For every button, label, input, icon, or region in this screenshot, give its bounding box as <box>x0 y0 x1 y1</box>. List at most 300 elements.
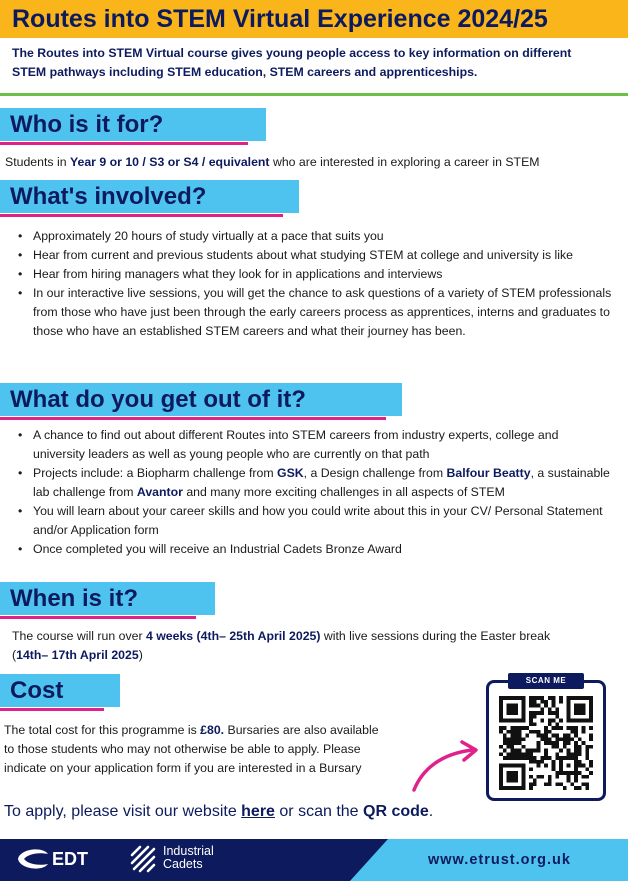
qr-module <box>578 745 582 749</box>
qr-module <box>510 741 514 745</box>
section-heading-cost <box>0 674 120 707</box>
qr-module <box>548 719 552 723</box>
qr-module <box>585 756 589 760</box>
qr-module <box>510 734 514 738</box>
qr-module <box>518 786 522 790</box>
qr-module <box>540 737 544 741</box>
qr-module <box>529 704 533 708</box>
qr-module <box>522 786 526 790</box>
qr-module <box>582 782 586 786</box>
qr-module <box>567 764 571 768</box>
qr-module <box>567 741 571 745</box>
qr-module <box>574 696 578 700</box>
outcomes-heading-text: What do you get out of it? <box>10 386 306 413</box>
qr-module <box>518 719 522 723</box>
qr-module <box>582 719 586 723</box>
arrow-icon <box>410 740 482 792</box>
qr-module <box>589 696 593 700</box>
qr-module <box>548 696 552 700</box>
qr-module <box>507 737 511 741</box>
qr-module <box>503 726 507 730</box>
qr-module <box>503 756 507 760</box>
website-url[interactable]: www.etrust.org.uk <box>428 852 571 868</box>
qr-module <box>574 704 578 708</box>
qr-module <box>510 719 514 723</box>
qr-module <box>514 711 518 715</box>
qr-module <box>518 734 522 738</box>
qr-module <box>574 756 578 760</box>
qr-code-icon[interactable] <box>499 696 593 790</box>
qr-module <box>574 745 578 749</box>
qr-module <box>552 711 556 715</box>
qr-module <box>567 737 571 741</box>
qr-module <box>548 775 552 779</box>
qr-module <box>540 719 544 723</box>
qr-module <box>567 715 571 719</box>
qr-module <box>507 707 511 711</box>
qr-module <box>529 722 533 726</box>
qr-module <box>578 707 582 711</box>
qr-module <box>499 707 503 711</box>
qr-module <box>559 756 563 760</box>
footer <box>0 839 628 881</box>
qr-module <box>514 764 518 768</box>
qr-module <box>525 734 529 738</box>
qr-module <box>570 726 574 730</box>
qr-module <box>563 756 567 760</box>
qr-module <box>552 741 556 745</box>
list-item: • A chance to find out about different Routes into STEM careers from industry experts, college and university leaders as well as young people who are currently on that path <box>0 426 612 464</box>
qr-module <box>533 779 537 783</box>
heading-underline <box>0 142 248 145</box>
qr-module <box>522 779 526 783</box>
qr-module <box>503 764 507 768</box>
qr-module <box>499 704 503 708</box>
qr-module <box>589 715 593 719</box>
qr-module <box>499 779 503 783</box>
qr-module <box>533 782 537 786</box>
qr-module <box>582 704 586 708</box>
qr-module <box>533 696 537 700</box>
qr-module <box>589 764 593 768</box>
apply-link[interactable]: here <box>241 803 275 820</box>
qr-module <box>555 771 559 775</box>
qr-module <box>574 726 578 730</box>
qr-module <box>555 726 559 730</box>
qr-module <box>507 771 511 775</box>
qr-module <box>582 764 586 768</box>
qr-module <box>544 752 548 756</box>
qr-module <box>507 764 511 768</box>
qr-module <box>499 786 503 790</box>
qr-module <box>529 715 533 719</box>
qr-module <box>585 752 589 756</box>
qr-module <box>582 730 586 734</box>
qr-module <box>529 749 533 753</box>
qr-module <box>567 749 571 753</box>
qr-module <box>540 696 544 700</box>
qr-module <box>503 749 507 753</box>
qr-module <box>514 726 518 730</box>
qr-module <box>563 734 567 738</box>
qr-module <box>567 726 571 730</box>
qr-module <box>578 737 582 741</box>
qr-module <box>510 696 514 700</box>
qr-module <box>537 775 541 779</box>
qr-module <box>510 756 514 760</box>
qr-module <box>582 741 586 745</box>
list-item: • Hear from hiring managers what they look for in applications and interviews <box>0 265 612 284</box>
qr-module <box>499 719 503 723</box>
qr-module <box>518 752 522 756</box>
qr-module <box>529 730 533 734</box>
qr-module <box>552 719 556 723</box>
qr-module <box>552 696 556 700</box>
qr-module <box>499 726 503 730</box>
list-item: • Once completed you will receive an Industrial Cadets Bronze Award <box>0 540 612 559</box>
qr-module <box>503 741 507 745</box>
qr-module <box>503 696 507 700</box>
qr-module <box>578 704 582 708</box>
qr-module <box>544 782 548 786</box>
qr-module <box>578 760 582 764</box>
qr-module <box>510 726 514 730</box>
qr-module <box>567 771 571 775</box>
heading-underline <box>0 417 386 420</box>
qr-module <box>514 752 518 756</box>
qr-module <box>582 775 586 779</box>
qr-module <box>574 760 578 764</box>
qr-module <box>533 730 537 734</box>
qr-module <box>559 764 563 768</box>
qr-module <box>533 749 537 753</box>
qr-module <box>514 719 518 723</box>
qr-module <box>503 734 507 738</box>
qr-module <box>555 782 559 786</box>
qr-module <box>559 737 563 741</box>
qr-module <box>544 749 548 753</box>
qr-module <box>548 756 552 760</box>
qr-module <box>518 741 522 745</box>
qr-module <box>552 764 556 768</box>
section-heading-who <box>0 108 266 141</box>
qr-module <box>567 756 571 760</box>
qr-module <box>567 700 571 704</box>
qr-module <box>529 756 533 760</box>
qr-module <box>567 775 571 779</box>
qr-module <box>522 715 526 719</box>
qr-module <box>544 726 548 730</box>
qr-module <box>533 700 537 704</box>
when-text: The course will run over 4 weeks (4th– 25th April 2025) with live sessions during the Easter break (14th– 17th April 2025) <box>12 629 551 662</box>
qr-module <box>544 764 548 768</box>
industrial-cadets-text: Industrial Cadets <box>163 844 214 871</box>
qr-module <box>555 741 559 745</box>
qr-module <box>585 767 589 771</box>
qr-module <box>507 696 511 700</box>
heading-underline <box>0 616 196 619</box>
qr-module <box>507 730 511 734</box>
qr-module <box>570 782 574 786</box>
qr-module <box>522 767 526 771</box>
qr-module <box>567 707 571 711</box>
qr-module <box>518 756 522 760</box>
qr-module <box>510 775 514 779</box>
qr-module <box>578 752 582 756</box>
qr-module <box>567 704 571 708</box>
qr-module <box>552 734 556 738</box>
qr-module <box>578 786 582 790</box>
qr-module <box>574 779 578 783</box>
qr-module <box>529 760 533 764</box>
qr-module <box>537 764 541 768</box>
qr-module <box>585 782 589 786</box>
list-item: • In our interactive live sessions, you will get the chance to ask questions of a variety of STEM professionals from those who have just been through the early careers process as apprentices, interns and graduates to those who have an established STEM careers and what their journey has been. <box>0 284 612 341</box>
outcomes-list <box>0 426 612 559</box>
qr-module <box>529 711 533 715</box>
qr-module <box>514 771 518 775</box>
qr-module <box>533 704 537 708</box>
qr-module <box>510 737 514 741</box>
qr-module <box>537 704 541 708</box>
qr-module <box>555 711 559 715</box>
qr-module <box>548 737 552 741</box>
qr-module <box>552 767 556 771</box>
qr-module <box>510 730 514 734</box>
qr-module <box>503 737 507 741</box>
involved-list <box>0 227 612 341</box>
qr-module <box>514 749 518 753</box>
qr-module <box>533 722 537 726</box>
qr-module <box>522 704 526 708</box>
qr-module <box>559 771 563 775</box>
qr-module <box>514 756 518 760</box>
qr-module <box>529 782 533 786</box>
qr-module <box>567 719 571 723</box>
qr-module <box>529 696 533 700</box>
qr-module <box>533 711 537 715</box>
qr-module <box>522 764 526 768</box>
cost-heading-text: Cost <box>10 677 64 704</box>
qr-module <box>525 726 529 730</box>
edt-logo-icon <box>16 846 50 872</box>
qr-module <box>514 779 518 783</box>
qr-module <box>510 711 514 715</box>
qr-module <box>499 752 503 756</box>
qr-module <box>510 779 514 783</box>
qr-module <box>589 719 593 723</box>
qr-module <box>563 786 567 790</box>
qr-module <box>585 775 589 779</box>
qr-module <box>537 749 541 753</box>
qr-module <box>589 737 593 741</box>
qr-module <box>510 704 514 708</box>
qr-module <box>555 737 559 741</box>
qr-module <box>499 711 503 715</box>
qr-module <box>589 745 593 749</box>
qr-module <box>537 745 541 749</box>
qr-module <box>540 700 544 704</box>
qr-module <box>559 782 563 786</box>
qr-module <box>570 696 574 700</box>
qr-module <box>548 730 552 734</box>
qr-module <box>525 752 529 756</box>
qr-module <box>529 752 533 756</box>
qr-module <box>499 771 503 775</box>
qr-module <box>548 711 552 715</box>
qr-module <box>567 752 571 756</box>
qr-module <box>555 722 559 726</box>
qr-module <box>544 756 548 760</box>
qr-module <box>585 749 589 753</box>
qr-module <box>563 771 567 775</box>
qr-module <box>578 749 582 753</box>
qr-module <box>507 786 511 790</box>
qr-module <box>574 764 578 768</box>
qr-module <box>518 764 522 768</box>
qr-module <box>518 749 522 753</box>
qr-module <box>514 786 518 790</box>
qr-module <box>522 756 526 760</box>
intro-text <box>0 40 628 96</box>
section-heading-involved <box>0 180 299 213</box>
qr-module <box>544 734 548 738</box>
qr-module <box>525 749 529 753</box>
intro-line-1: The Routes into STEM Virtual course gives young people access to key information on different <box>12 46 572 60</box>
qr-module <box>552 700 556 704</box>
qr-module <box>499 696 503 700</box>
qr-module <box>555 745 559 749</box>
qr-module <box>567 779 571 783</box>
qr-module <box>578 696 582 700</box>
qr-module <box>540 707 544 711</box>
qr-module <box>522 775 526 779</box>
qr-module <box>552 726 556 730</box>
qr-module <box>570 719 574 723</box>
who-heading-text: Who is it for? <box>10 111 164 138</box>
qr-module <box>529 786 533 790</box>
qr-module <box>589 771 593 775</box>
qr-module <box>503 719 507 723</box>
qr-module <box>522 700 526 704</box>
qr-module <box>578 764 582 768</box>
qr-module <box>499 764 503 768</box>
qr-module <box>544 730 548 734</box>
qr-module <box>529 700 533 704</box>
qr-module <box>507 711 511 715</box>
qr-module <box>537 734 541 738</box>
qr-module <box>514 704 518 708</box>
involved-heading-text: What's involved? <box>10 183 207 210</box>
qr-module <box>522 771 526 775</box>
when-heading-text: When is it? <box>10 585 138 612</box>
qr-module <box>522 719 526 723</box>
qr-module <box>522 711 526 715</box>
qr-module <box>574 749 578 753</box>
qr-module <box>522 696 526 700</box>
qr-module <box>555 707 559 711</box>
qr-module <box>514 707 518 711</box>
qr-module <box>529 767 533 771</box>
qr-module <box>507 756 511 760</box>
qr-module <box>563 741 567 745</box>
qr-module <box>559 700 563 704</box>
qr-module <box>574 775 578 779</box>
qr-module <box>570 756 574 760</box>
qr-module <box>589 760 593 764</box>
qr-module <box>518 730 522 734</box>
qr-module <box>582 711 586 715</box>
qr-module <box>548 782 552 786</box>
qr-module <box>574 752 578 756</box>
qr-module <box>544 700 548 704</box>
qr-module <box>570 771 574 775</box>
qr-module <box>510 752 514 756</box>
qr-module <box>514 741 518 745</box>
qr-code-frame[interactable] <box>486 680 606 801</box>
qr-module <box>582 707 586 711</box>
qr-module <box>533 756 537 760</box>
qr-module <box>567 711 571 715</box>
qr-module <box>555 756 559 760</box>
qr-module <box>507 704 511 708</box>
qr-module <box>589 711 593 715</box>
qr-module <box>499 715 503 719</box>
qr-module <box>559 719 563 723</box>
qr-module <box>574 741 578 745</box>
qr-module <box>514 775 518 779</box>
qr-module <box>567 734 571 738</box>
qr-module <box>499 745 503 749</box>
qr-module <box>499 700 503 704</box>
qr-module <box>589 707 593 711</box>
qr-module <box>525 756 529 760</box>
qr-module <box>578 719 582 723</box>
page-title: Routes into STEM Virtual Experience 2024/25 <box>0 0 628 38</box>
qr-module <box>548 707 552 711</box>
qr-module <box>559 749 563 753</box>
qr-module <box>544 704 548 708</box>
apply-text: To apply, please visit our website here or scan the QR code. <box>4 803 434 820</box>
qr-module <box>589 700 593 704</box>
qr-module <box>533 760 537 764</box>
list-item: • Hear from current and previous students about what studying STEM at college and university is like <box>0 246 612 265</box>
qr-module <box>537 760 541 764</box>
qr-module <box>537 730 541 734</box>
qr-module <box>574 734 578 738</box>
qr-module <box>544 737 548 741</box>
qr-module <box>578 711 582 715</box>
industrial-cadets-logo-icon <box>128 843 158 875</box>
cost-text: The total cost for this programme is £80. Bursaries are also available to those students who may not otherwise be able to apply. Please indicate on your application form if you are interested in a Bursary <box>4 723 379 775</box>
qr-module <box>574 730 578 734</box>
qr-module <box>507 745 511 749</box>
qr-module <box>555 775 559 779</box>
qr-module <box>563 745 567 749</box>
qr-module <box>533 715 537 719</box>
qr-module <box>537 741 541 745</box>
qr-module <box>510 707 514 711</box>
qr-module <box>585 696 589 700</box>
qr-module <box>510 786 514 790</box>
qr-module <box>548 779 552 783</box>
qr-module <box>507 719 511 723</box>
qr-module <box>570 752 574 756</box>
qr-module <box>544 741 548 745</box>
qr-module <box>540 711 544 715</box>
qr-module <box>510 764 514 768</box>
qr-module <box>559 696 563 700</box>
